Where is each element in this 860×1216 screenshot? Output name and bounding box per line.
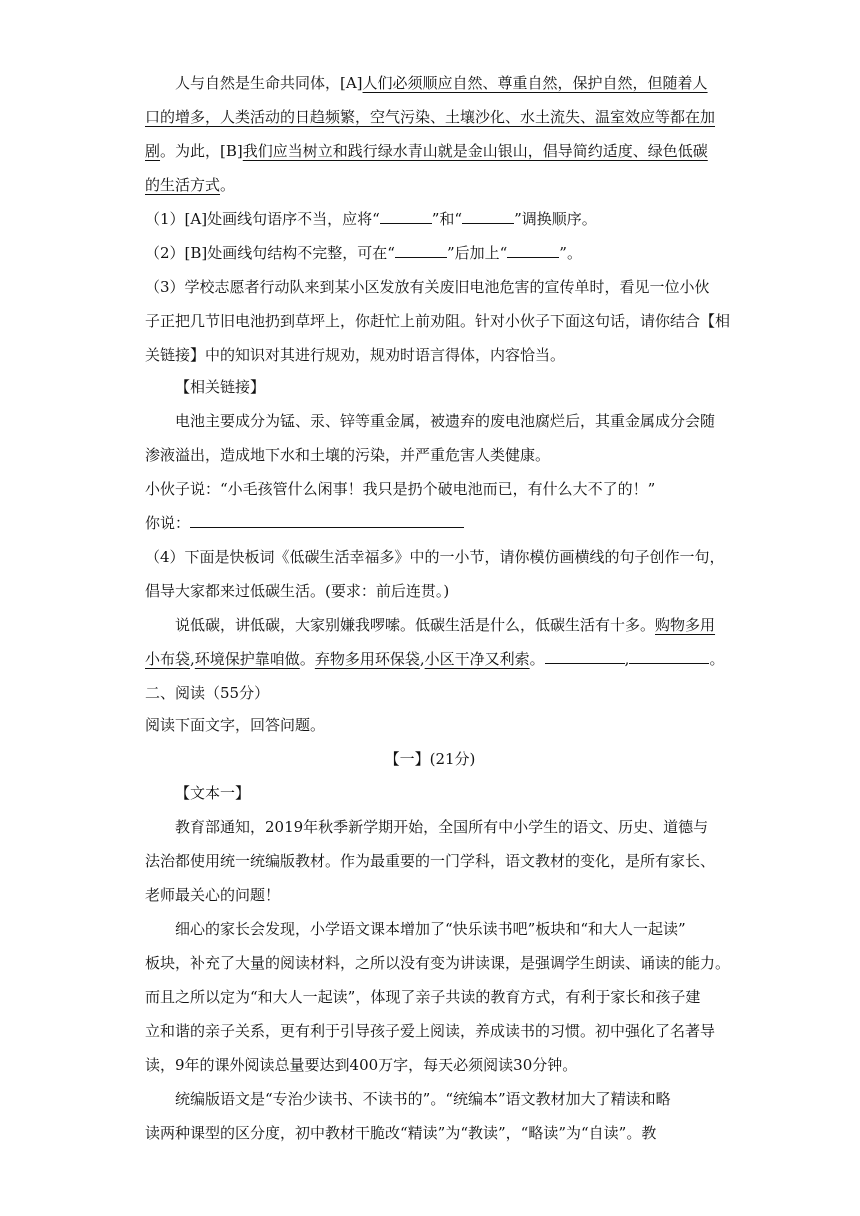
you-say-line: 你说： bbox=[145, 512, 725, 534]
question-4-line-1: （4）下面是快板词《低碳生活幸福多》中的一小节，请你模仿画横线的句子创作一句， bbox=[145, 548, 725, 566]
underlined-sentence-b: 我们应当树立和践行绿水青山就是金山银山，倡导简约适度、绿色低碳 bbox=[242, 142, 708, 160]
clapper-verse-line-1: 说低碳，讲低碳，大家别嫌我啰嗦。低碳生活是什么，低碳生活有十多。购物多用 bbox=[175, 616, 716, 634]
text1-p2-line-1: 细心的家长会发现，小学语文课本增加了“快乐读书吧”板块和“和大人一起读” bbox=[175, 920, 686, 938]
passage-line-2: 口的增多，人类活动的日趋频繁，空气污染、土壤沙化、水土流失、温室效应等都在加 bbox=[145, 108, 716, 126]
text1-p2-line-2: 板块，补充了大量的阅读材料，之所以没有变为讲读课，是强调学生朗读、诵读的能力。 bbox=[145, 954, 731, 972]
answer-blank[interactable] bbox=[395, 243, 447, 258]
text1-p1-line-1: 教育部通知，2019年秋季新学期开始，全国所有中小学生的语文、历史、道德与 bbox=[175, 818, 709, 836]
question-2: （2）[B]处画线句结构不完整，可在“ ”后加上“ ”。 bbox=[145, 244, 582, 262]
part-title: 【一】(21分) bbox=[384, 750, 476, 768]
related-link-title: 【相关链接】 bbox=[175, 378, 266, 396]
related-link-line-1: 电池主要成分为锰、汞、锌等重金属，被遗弃的废电池腐烂后，其重金属成分会随 bbox=[175, 412, 716, 430]
answer-blank[interactable] bbox=[462, 209, 514, 224]
section-heading: 二、阅读（55分） bbox=[145, 684, 270, 702]
underlined-sentence-a: 人们必须顺应自然、尊重自然，保护自然，但随着人 bbox=[362, 74, 708, 92]
passage-line-1: 人与自然是生命共同体，[A]人们必须顺应自然、尊重自然，保护自然，但随着人 bbox=[175, 74, 708, 92]
question-3-line-1: （3）学校志愿者行动队来到某小区发放有关废旧电池危害的宣传单时，看见一位小伙 bbox=[145, 278, 710, 296]
answer-blank[interactable] bbox=[190, 513, 464, 528]
young-man-quote: 小伙子说：“小毛孩管什么闲事！我只是扔个破电池而已，有什么大不了的！” bbox=[145, 480, 656, 498]
text-one-label: 【文本一】 bbox=[175, 784, 251, 802]
question-1: （1）[A]处画线句语序不当，应将“ ”和“ ”调换顺序。 bbox=[145, 210, 597, 228]
reading-instruction: 阅读下面文字，回答问题。 bbox=[145, 716, 326, 734]
answer-blank[interactable] bbox=[545, 649, 625, 664]
question-4-line-2: 倡导大家都来过低碳生活。(要求：前后连贯。) bbox=[145, 582, 450, 600]
answer-blank[interactable] bbox=[380, 209, 432, 224]
answer-blank[interactable] bbox=[629, 649, 709, 664]
passage-line-4: 的生活方式。 bbox=[145, 176, 236, 194]
text1-p2-line-5: 读，9年的课外阅读总量要达到400万字，每天必须阅读30分钟。 bbox=[145, 1056, 578, 1074]
text1-p2-line-3: 而且之所以定为“和大人一起读”，体现了亲子共读的教育方式，有利于家长和孩子建 bbox=[145, 988, 701, 1006]
answer-blank[interactable] bbox=[507, 243, 559, 258]
passage-line-3: 剧。为此，[B]我们应当树立和践行绿水青山就是金山银山，倡导简约适度、绿色低碳 bbox=[145, 142, 708, 160]
question-3-line-3: 关链接】中的知识对其进行规劝，规劝时语言得体，内容恰当。 bbox=[145, 346, 566, 364]
text1-p2-line-4: 立和谐的亲子关系，更有利于引导孩子爱上阅读，养成读书的习惯。初中强化了名著导 bbox=[145, 1022, 716, 1040]
text1-p3-line-2: 读两种课型的区分度，初中教材干脆改“精读”为“教读”，“略读”为“自读”。教 bbox=[145, 1124, 657, 1142]
text1-p3-line-1: 统编版语文是“专治少读书、不读书的”。“统编本”语文教材加大了精读和略 bbox=[175, 1090, 671, 1108]
text1-p1-line-3: 老师最关心的问题！ bbox=[145, 886, 281, 904]
question-3-line-2: 子正把几节旧电池扔到草坪上，你赶忙上前劝阻。针对小伙子下面这句话，请你结合【相 bbox=[145, 312, 731, 330]
clapper-verse-line-2: 小布袋,环境保护靠咱做。弃物多用环保袋,小区干净又利索。 , 。 bbox=[145, 650, 725, 668]
text1-p1-line-2: 法治都使用统一统编版教材。作为最重要的一门学科，语文教材的变化，是所有家长、 bbox=[145, 852, 716, 870]
related-link-line-2: 渗液溢出，造成地下水和土壤的污染，并严重危害人类健康。 bbox=[145, 446, 551, 464]
